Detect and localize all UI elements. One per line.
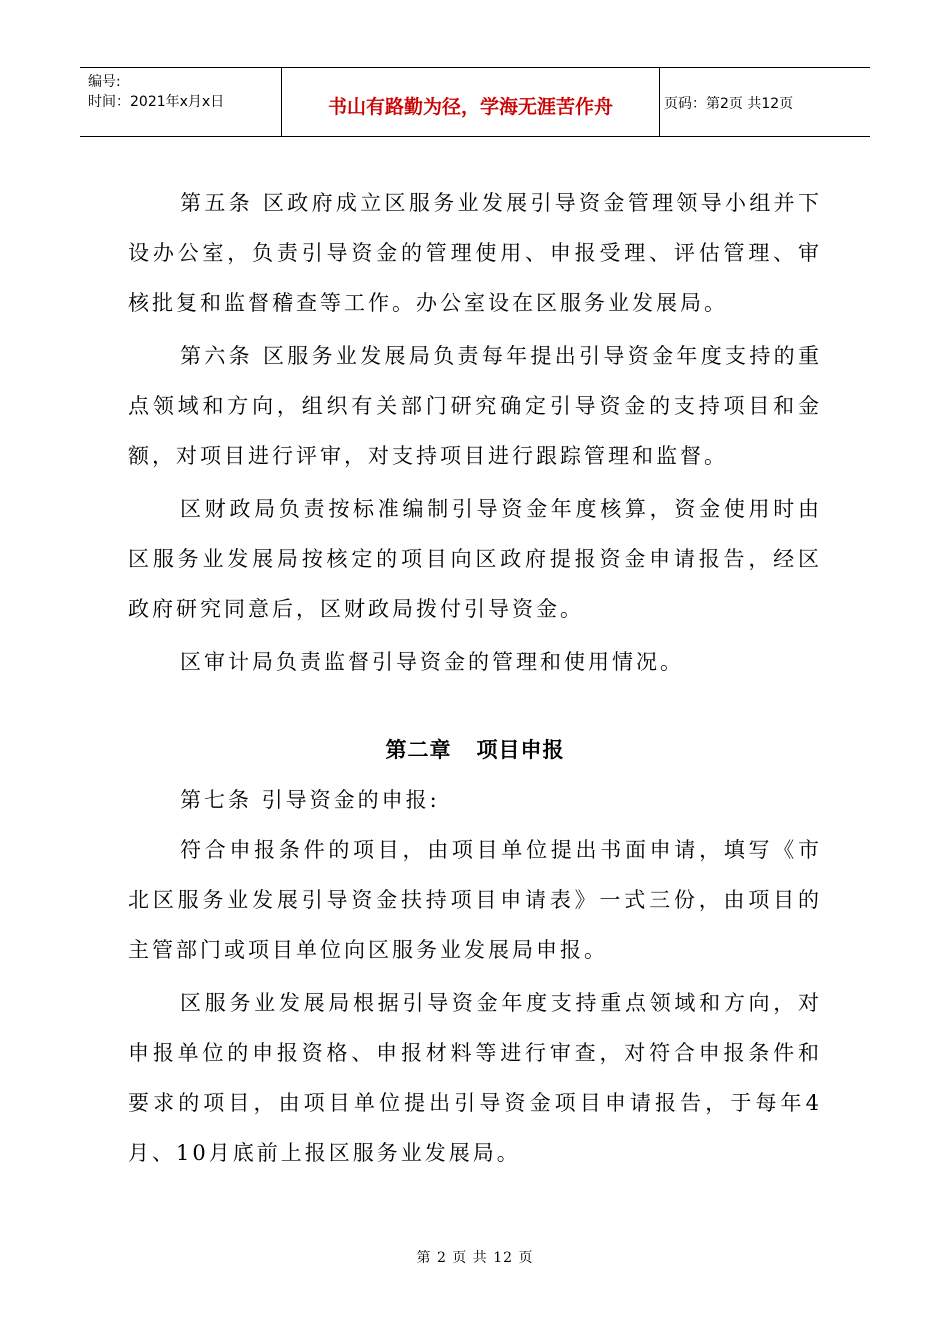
header-motto: 书山有路勤为径，学海无涯苦作舟	[282, 68, 660, 136]
number-label: 编号:	[88, 74, 121, 90]
paragraph-finance-bureau: 区财政局负责按标准编制引导资金年度核算，资金使用时由区服务业发展局按核定的项目向区政府提报资金申请报告，经区政府研究同意后，区财政局拨付引导资金。	[128, 497, 822, 621]
paragraph-audit-bureau: 区审计局负责监督引导资金的管理和使用情况。	[180, 650, 684, 674]
page-footer: 第 2 页 共 12 页	[416, 1250, 534, 1266]
paragraph-article-6: 第六条 区服务业发展局负责每年提出引导资金年度支持的重点领域和方向，组织有关部门研究确定引导资金的支持项目和金额，对项目进行评审，对支持项目进行跟踪管理和监督。	[128, 344, 822, 468]
time-label: 时间：2021年x月x日	[88, 94, 225, 110]
paragraph-article-5: 第五条 区政府成立区服务业发展引导资金管理领导小组并下设办公室，负责引导资金的管理使用、申报受理、评估管理、审核批复和监督稽查等工作。办公室设在区服务业发展局。	[128, 191, 822, 315]
chapter-title: 第二章 项目申报	[385, 738, 565, 762]
header-meta	[80, 68, 282, 136]
document-body	[128, 178, 822, 1178]
page-header	[80, 67, 870, 137]
paragraph-article-7: 第七条 引导资金的申报:	[180, 788, 440, 812]
paragraph-application: 符合申报条件的项目，由项目单位提出书面申请，填写《市北区服务业发展引导资金扶持项目申请表》一式三份，由项目的主管部门或项目单位向区服务业发展局申报。	[128, 838, 822, 962]
header-page-info: 页码：第2页 共12页	[664, 96, 794, 112]
paragraph-review: 区服务业发展局根据引导资金年度支持重点领域和方向，对申报单位的申报资格、申报材料等进行审查，对符合申报条件和要求的项目，由项目单位提出引导资金项目申请报告，于每年4月、10月底前上报区服务业发展局。	[128, 991, 822, 1165]
